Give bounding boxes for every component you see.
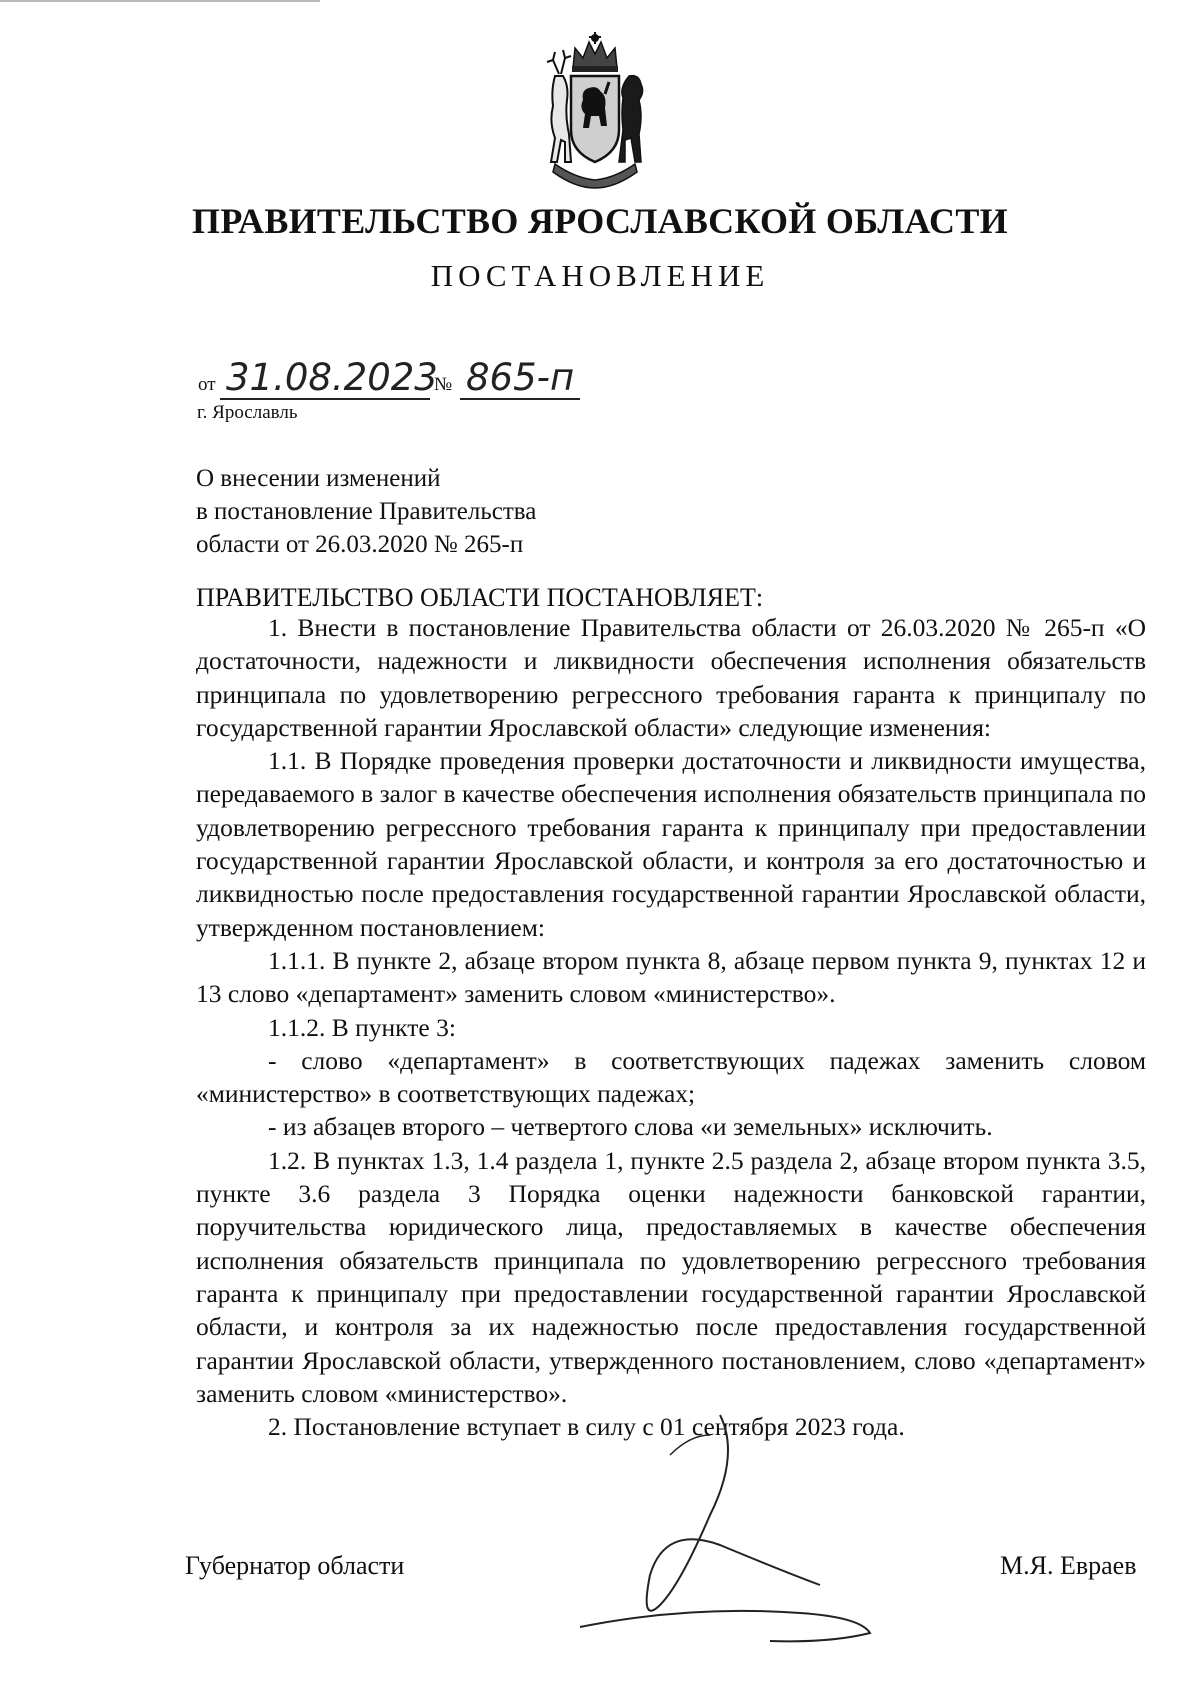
paragraph: - слово «департамент» в соответствующих падежах заменить словом «министерство» в соответствующих падежах; bbox=[196, 1045, 1146, 1109]
decree-heading: ПРАВИТЕЛЬСТВО ОБЛАСТИ ПОСТАНОВЛЯЕТ: bbox=[196, 583, 764, 612]
paragraph: 1.2. В пунктах 1.3, 1.4 раздела 1, пункте 2.5 раздела 2, абзаце втором пункта 3.5, пункте 3.6 раздела 3 Порядка оценки надежности банковской гарантии, поручительства юридического лица, предоставляемых в качестве обеспечения исполнения обязательств принципала по удовлетворению регрессного требования гаранта к принципалу при предоставлении государственной гарантии Ярославской области, и контроля за их надежностью после предоставления государственной гарантии Ярославской области, утвержденного постановлением, слово «департамент» заменить словом «министерство». bbox=[196, 1145, 1146, 1408]
coat-of-arms-icon bbox=[525, 30, 665, 190]
subject-line: О внесении изменений bbox=[196, 465, 441, 492]
paragraph: 2. Постановление вступает в силу с 01 сентября 2023 года. bbox=[268, 1412, 905, 1442]
number-label: № bbox=[434, 374, 453, 395]
signer-role: Губернатор области bbox=[185, 1551, 405, 1580]
date-number-line bbox=[198, 356, 758, 406]
paragraph: - из абзацев второго – четвертого слова «и земельных» исключить. bbox=[268, 1112, 993, 1142]
city-label: г. Ярославль bbox=[197, 402, 298, 423]
paragraph: 1.1.2. В пункте 3: bbox=[268, 1012, 456, 1042]
paragraph: 1.1.1. В пункте 2, абзаце втором пункта 8, абзаце первом пункта 9, пунктах 12 и 13 слово «департамент» заменить словом «министерство». bbox=[196, 945, 1146, 1009]
handwritten-number: 865-п bbox=[466, 356, 575, 399]
paragraph: 1.1. В Порядке проведения проверки достаточности и ликвидности имущества, передаваемого в залог в качестве обеспечения исполнения обязательств принципала по удовлетворению регрессного требования гаранта к принципалу при предоставлении государственной гарантии Ярославской области, и контроля за его достаточностью и ликвидностью после предоставления государственной гарантии Ярославской области, утвержденном постановлением: bbox=[196, 746, 1146, 942]
scan-edge-line bbox=[0, 0, 320, 2]
document-type-title: ПОСТАНОВЛЕНИЕ bbox=[430, 258, 770, 293]
subject-line: в постановление Правительства bbox=[196, 498, 537, 525]
subject-block bbox=[196, 462, 536, 561]
paragraph: 1. Внести в постановление Правительства области от 26.03.2020 № 265-п «О достаточности, надежности и ликвидности обеспечения исполнения обязательств принципала по удовлетворению регрессного требования гаранта к принципалу по государственной гарантии Ярославской области» следующие изменения: bbox=[196, 613, 1146, 742]
document-body bbox=[196, 611, 1146, 1443]
organization-title: ПРАВИТЕЛЬСТВО ЯРОСЛАВСКОЙ ОБЛАСТИ bbox=[192, 201, 1008, 241]
handwritten-date: 31.08.2023 bbox=[226, 356, 438, 399]
signer-name: М.Я. Евраев bbox=[1000, 1551, 1137, 1580]
from-label: от bbox=[198, 374, 216, 395]
subject-line: области от 26.03.2020 № 265-п bbox=[196, 531, 524, 558]
handwritten-signature-icon bbox=[570, 1395, 950, 1655]
